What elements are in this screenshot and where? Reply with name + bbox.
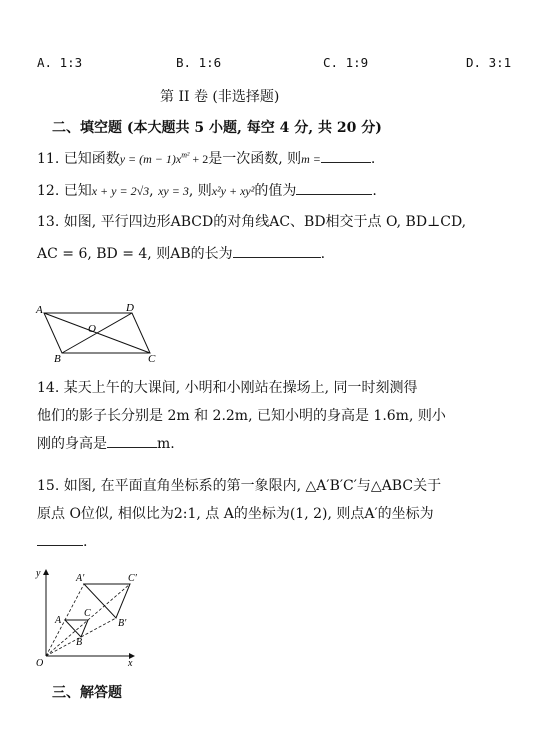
diagonal-bd (62, 313, 132, 353)
parallelogram-figure (30, 300, 170, 366)
question-13-line-2: AC = 6, BD = 4, 则AB的长为 . (37, 246, 326, 262)
answer-blank-12[interactable] (296, 182, 372, 195)
label-x-axis: x (128, 658, 133, 669)
label-point-b-prime: B′ (118, 618, 127, 629)
label-d: D (126, 302, 134, 314)
label-point-c: C (84, 608, 91, 619)
triangle-a1b1c1 (84, 584, 130, 618)
option-d: D. 3:1 (466, 55, 512, 70)
coordinate-figure (32, 566, 144, 670)
question-12: 12. 已知x + y = 2√3, xy = 3, 则x²y + xy²的值为 . (37, 183, 377, 199)
answer-blank-13[interactable] (233, 245, 321, 258)
question-11: 11. 已知函数$y = (m - 1)x^{m^2} + 2$是一次函数, 则m = . (37, 150, 376, 167)
option-b: B. 1:6 (176, 55, 222, 70)
label-origin: O (36, 658, 44, 669)
section-heading-solve: 三、解答题 (52, 685, 122, 701)
answer-blank-14[interactable] (107, 435, 157, 448)
question-14: 14. 某天上午的大课间, 小明和小刚站在操场上, 同一时刻测得 他们的影子长分别是 2m 和 2.2m, 已知小明的身高是 1.6m, 则小 刚的身高是 m. (37, 380, 446, 452)
option-c: C. 1:9 (323, 55, 369, 70)
answer-blank-15[interactable] (37, 533, 83, 546)
label-b: B (54, 353, 61, 365)
label-point-c-prime: C′ (128, 573, 137, 584)
label-point-b: B (76, 637, 83, 648)
label-a: A (36, 304, 43, 316)
label-o: O (88, 323, 96, 335)
label-point-a-prime: A′ (76, 573, 85, 584)
label-c: C (148, 353, 156, 365)
section-heading-fill-in: 二、填空题 (本大题共 5 小题, 每空 4 分, 共 20 分) (52, 120, 382, 136)
question-15: 15. 如图, 在平面直角坐标系的第一象限内, △A′B′C′与△ABC关于 原点 O位似, 相似比为2:1, 点 A的坐标为(1, 2), 则点A′的坐标为 . (37, 478, 442, 550)
label-point-a: A (55, 615, 62, 626)
answer-blank-11[interactable] (321, 150, 371, 163)
label-y-axis: y (36, 568, 41, 579)
volume-title: 第 II 卷 (非选择题) (160, 89, 280, 105)
option-a: A. 1:3 (37, 55, 83, 70)
question-13-line-1: 13. 如图, 平行四边形ABCD的对角线AC、BD相交于点 O, BD⊥CD, (37, 214, 467, 230)
